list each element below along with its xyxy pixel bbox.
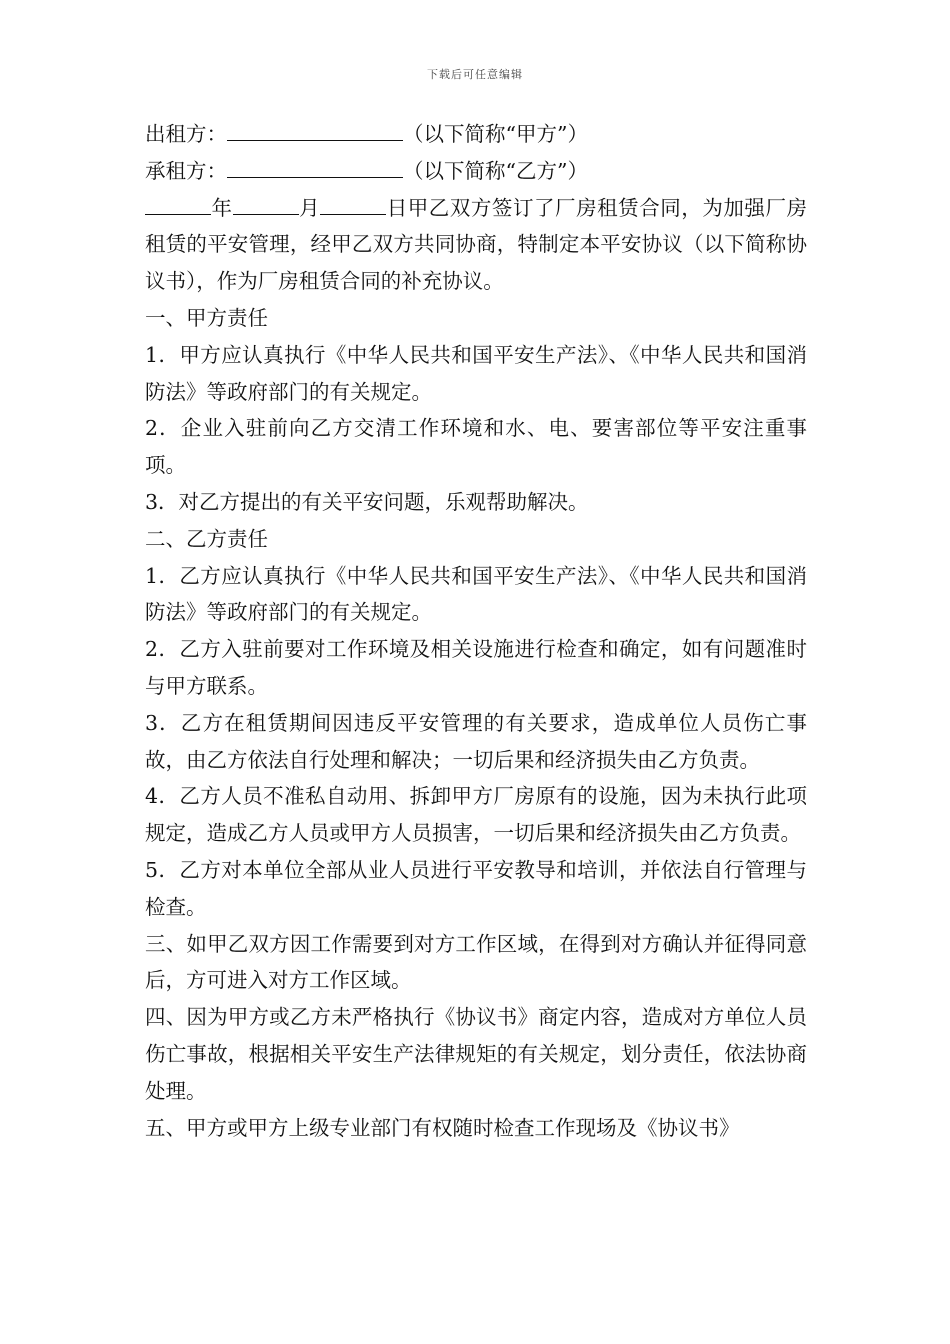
section2-item: 5．乙方对本单位全部从业人员进行平安教导和培训，并依法自行管理与检查。 (145, 857, 807, 919)
lessee-label: 承租方： (145, 158, 227, 183)
section1-item: 2．企业入驻前向乙方交清工作环境和水、电、要害部位等平安注重事项。 (145, 416, 807, 478)
section1-item: 1．甲方应认真执行《中华人民共和国平安生产法》、《中华人民共和国消防法》等政府部门的有关规定。 (145, 342, 807, 404)
header-note: 下载后可任意编辑 (427, 68, 523, 81)
intro-text: 日甲乙双方签订了厂房租赁合同，为加强厂房租赁的平安管理，经甲乙双方共同协商，特制定本平安协议（以下简称协议书），作为厂房租赁合同的补充协议。 (145, 195, 808, 294)
section2-item: 1．乙方应认真执行《中华人民共和国平安生产法》、《中华人民共和国消防法》等政府部门的有关规定。 (145, 563, 807, 625)
section1-item: 3．对乙方提出的有关平安问题，乐观帮助解决。 (145, 489, 589, 514)
intro-paragraph (145, 190, 807, 300)
section1-title: 一、甲方责任 (145, 305, 268, 330)
lessee-blank (227, 155, 403, 178)
day-blank (320, 192, 386, 215)
date-month: 月 (298, 195, 321, 220)
contract-body (145, 116, 807, 1146)
lessee-suffix: （以下简称“乙方”） (403, 158, 588, 183)
lessor-suffix: （以下简称“甲方”） (403, 122, 588, 146)
section5-paragraph: 五、甲方或甲方上级专业部门有权随时检查工作现场及《协议书》 (145, 1115, 740, 1140)
lessor-blank (227, 118, 403, 141)
lessor-line (145, 116, 807, 153)
section2-item: 3．乙方在租赁期间因违反平安管理的有关要求，造成单位人员伤亡事故，由乙方依法自行处理和解决；一切后果和经济损失由乙方负责。 (145, 710, 807, 772)
section2-title: 二、乙方责任 (145, 526, 268, 551)
month-blank (233, 192, 299, 215)
section2-item: 4．乙方人员不准私自动用、拆卸甲方厂房原有的设施，因为未执行此项规定，造成乙方人员或甲方人员损害，一切后果和经济损失由乙方负责。 (145, 784, 807, 846)
date-year: 年 (211, 195, 233, 220)
lessee-line (145, 153, 807, 190)
section3-paragraph: 三、如甲乙双方因工作需要到对方工作区域，在得到对方确认并征得同意后，方可进入对方工作区域。 (145, 931, 807, 993)
section4-paragraph: 四、因为甲方或乙方未严格执行《协议书》商定内容，造成对方单位人员伤亡事故，根据相关平安生产法律规矩的有关规定，划分责任，依法协商处理。 (145, 1005, 807, 1103)
year-blank (145, 192, 211, 215)
section2-item: 2．乙方入驻前要对工作环境及相关设施进行检查和确定，如有问题准时与甲方联系。 (145, 637, 807, 698)
lessor-label: 出租方： (145, 122, 227, 146)
